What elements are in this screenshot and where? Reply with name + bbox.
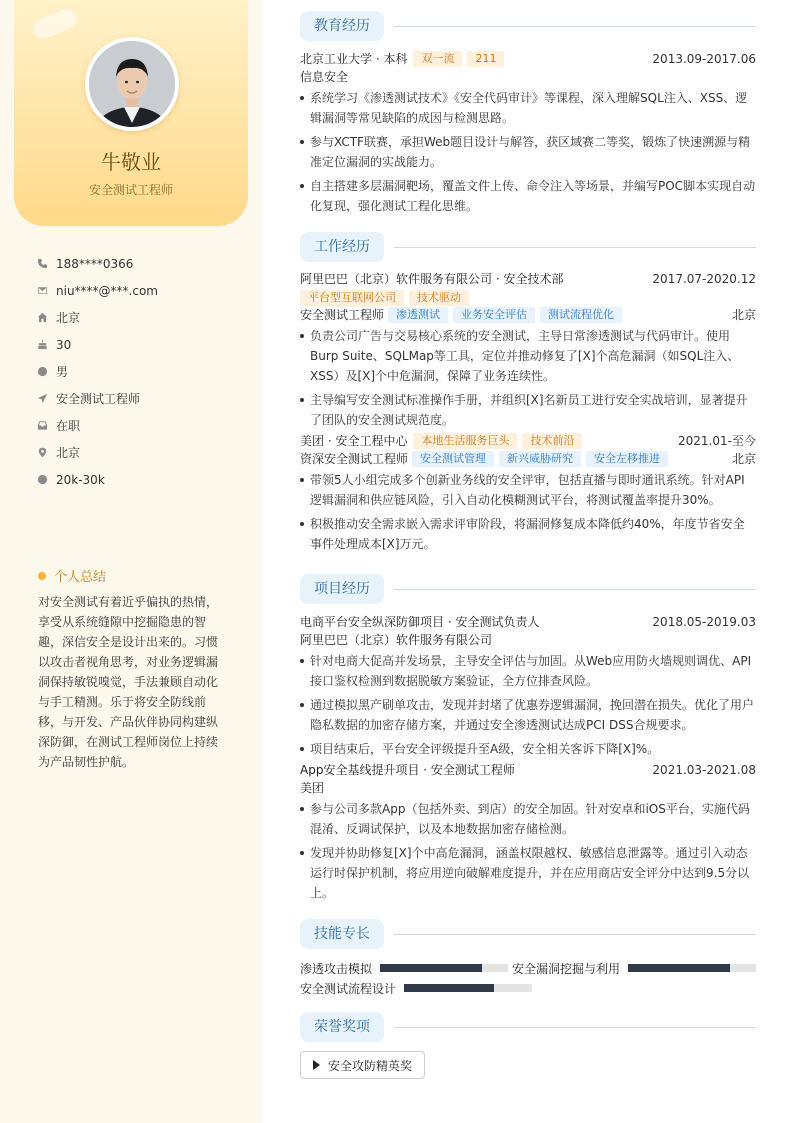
cake-icon xyxy=(36,339,48,351)
role-tag: 安全测试管理 xyxy=(412,451,494,467)
skill-bar xyxy=(380,964,508,972)
job-bullets xyxy=(300,470,756,554)
awards-title: 荣誉奖项 xyxy=(300,1012,384,1042)
person-title: 安全测试工程师 xyxy=(88,183,173,197)
skill-name: 安全漏洞挖掘与利用 xyxy=(512,961,621,976)
inbox-icon xyxy=(36,420,48,432)
job-company: 阿里巴巴（北京）软件服务有限公司 · 安全技术部 xyxy=(300,272,564,286)
role-tag: 渗透测试 xyxy=(388,307,448,323)
projects-heading xyxy=(300,574,756,604)
section-divider xyxy=(394,934,756,935)
list-item: 针对电商大促高并发场景，主导安全评估与加固。从Web应用防火墙规则调优、API接口鉴权检测到数据脱敏方案验证，全方位排查风险。 xyxy=(300,651,756,691)
list-item: 主导编写安全测试标准操作手册，并组织[X]名新员工进行安全实战培训，显著提升了团队的安全测试规范度。 xyxy=(300,390,756,430)
education-heading xyxy=(300,11,756,41)
skill-bar-fill xyxy=(628,964,730,972)
info-gender-text: 男 xyxy=(56,365,69,379)
info-gender xyxy=(36,358,158,385)
skill-bar-fill xyxy=(404,984,494,992)
info-job-text: 安全测试工程师 xyxy=(56,392,141,406)
list-item: 负责公司广告与交易核心系统的安全测试，主导日常渗透测试与代码审计。使用Burp Suite、SQLMap等工具，定位并推动修复了[X]个高危漏洞（如SQL注入、XSS）及[X]个中危漏洞，保障了业务连续性。 xyxy=(300,326,756,386)
info-email xyxy=(36,277,158,304)
education-title: 教育经历 xyxy=(300,11,384,41)
education-row xyxy=(300,50,756,68)
person-name: 牛敬业 xyxy=(101,150,161,174)
list-item: 参与XCTF联赛，承担Web题目设计与解答，获区域赛二等奖，锻炼了快速溯源与精准定位漏洞的实战能力。 xyxy=(300,132,756,172)
list-item: 自主搭建多层漏洞靶场，覆盖文件上传、命令注入等场景，并编写POC脚本实现自动化复现，强化测试工程化思维。 xyxy=(300,176,756,216)
awards-heading xyxy=(300,1012,756,1042)
skill-item xyxy=(300,978,756,998)
work-section xyxy=(300,232,756,558)
awards-section xyxy=(300,1012,756,1079)
project-bullets xyxy=(300,651,756,759)
job-bullets xyxy=(300,326,756,430)
company-tag: 技术驱动 xyxy=(409,290,469,306)
send-icon xyxy=(36,393,48,405)
work-title: 工作经历 xyxy=(300,232,384,262)
location-icon xyxy=(36,447,48,459)
phone-icon xyxy=(36,258,48,270)
decorative-pill xyxy=(30,6,80,42)
role-tag: 新兴威胁研究 xyxy=(499,451,581,467)
job-role: 资深安全测试工程师 xyxy=(300,452,409,466)
job-entry xyxy=(300,270,756,430)
job-date: 2017.07-2020.12 xyxy=(652,272,756,286)
job-company: 美团 · 安全工程中心 xyxy=(300,434,408,448)
skills-title: 技能专长 xyxy=(300,919,384,949)
sidebar xyxy=(0,0,262,1123)
project-entry xyxy=(300,761,756,903)
skills-heading xyxy=(300,919,756,949)
role-tag: 测试流程优化 xyxy=(540,307,622,323)
project-date: 2021.03-2021.08 xyxy=(652,763,756,777)
info-home-text: 北京 xyxy=(56,311,81,325)
section-divider xyxy=(394,1027,756,1028)
project-date: 2018.05-2019.03 xyxy=(652,615,756,629)
home-icon xyxy=(36,312,48,324)
list-item: 积极推动安全需求嵌入需求评审阶段，将漏洞修复成本降低约40%，年度节省安全事件处理成本[X]万元。 xyxy=(300,514,756,554)
info-status-text: 在职 xyxy=(56,419,81,433)
project-org: 美团 xyxy=(300,781,325,795)
section-divider xyxy=(394,247,756,248)
skill-item xyxy=(512,958,756,978)
avatar-photo xyxy=(89,41,175,127)
job-entry xyxy=(300,432,756,554)
skill-item xyxy=(300,958,508,978)
skill-name: 渗透攻击模拟 xyxy=(300,961,373,976)
award-toggle-button[interactable] xyxy=(300,1051,425,1079)
project-name: 电商平台安全纵深防御项目 · 安全测试负责人 xyxy=(300,615,540,629)
info-age-text: 30 xyxy=(56,337,72,352)
project-org: 阿里巴巴（北京）软件服务有限公司 xyxy=(300,633,493,647)
project-name: App安全基线提升项目 · 安全测试工程师 xyxy=(300,763,515,777)
project-bullets xyxy=(300,799,756,903)
summary-dot xyxy=(38,572,46,580)
info-phone xyxy=(36,250,158,277)
school-tag: 双一流 xyxy=(413,51,462,67)
avatar-ring xyxy=(85,37,179,131)
avatar xyxy=(89,41,175,127)
work-heading xyxy=(300,232,756,262)
summary-heading xyxy=(38,566,106,585)
school-name: 北京工业大学 · 本科 xyxy=(300,52,408,66)
info-phone-text: 188****0366 xyxy=(56,256,134,271)
list-item: 通过模拟黑产刷单攻击，发现并封堵了优惠券逻辑漏洞，挽回潜在损失。优化了用户隐私数据的加密存储方案，并通过安全渗透测试达成PCI DSS合规要求。 xyxy=(300,695,756,735)
list-item: 系统学习《渗透测试技术》《安全代码审计》等课程，深入理解SQL注入、XSS、逻辑漏洞等常见缺陷的成因与检测思路。 xyxy=(300,88,756,128)
company-tag: 技术前沿 xyxy=(522,433,582,449)
project-entry xyxy=(300,613,756,759)
company-tag: 平台型互联网公司 xyxy=(300,290,404,306)
job-role: 安全测试工程师 xyxy=(300,308,385,322)
gender-icon xyxy=(36,366,48,378)
list-item: 项目结束后，平台安全评级提升至A级，安全相关客诉下降[X]%。 xyxy=(300,739,756,759)
info-salary-text: 20k-30k xyxy=(56,472,105,487)
list-item: 带领5人小组完成多个创新业务线的安全评审，包括直播与即时通讯系统。针对API逻辑漏洞和供应链风险，引入自动化模糊测试平台，将测试覆盖率提升30%。 xyxy=(300,470,756,510)
education-date: 2013.09-2017.06 xyxy=(652,52,756,66)
summary-title: 个人总结 xyxy=(54,570,107,585)
section-divider xyxy=(394,589,756,590)
projects-title: 项目经历 xyxy=(300,574,384,604)
education-bullets xyxy=(300,88,756,216)
profile-card xyxy=(14,0,248,226)
info-location xyxy=(36,439,158,466)
list-item: 发现并协助修复[X]个中高危漏洞，涵盖权限越权、敏感信息泄露等。通过引入动态运行时保护机制，将应用逆向破解难度提升，并在应用商店安全评分中达到9.5分以上。 xyxy=(300,843,756,903)
job-city: 北京 xyxy=(731,308,756,322)
section-divider xyxy=(394,26,756,27)
mail-icon xyxy=(36,285,48,297)
skill-bar xyxy=(404,984,532,992)
info-age xyxy=(36,331,158,358)
skill-name: 安全测试流程设计 xyxy=(300,981,397,996)
skills-section xyxy=(300,919,756,998)
company-tag: 本地生活服务巨头 xyxy=(413,433,517,449)
info-job xyxy=(36,385,158,412)
school-tag: 211 xyxy=(467,51,504,67)
skill-bar xyxy=(628,964,756,972)
role-tag: 业务安全评估 xyxy=(453,307,535,323)
play-triangle-icon xyxy=(313,1060,320,1070)
list-item: 参与公司多款App（包括外卖、到店）的安全加固。针对安卓和iOS平台，实施代码混淆、反调试保护，以及本地数据加密存储检测。 xyxy=(300,799,756,839)
info-status xyxy=(36,412,158,439)
salary-icon xyxy=(36,474,48,486)
info-salary xyxy=(36,466,158,493)
projects-section xyxy=(300,574,756,907)
contact-info-list xyxy=(36,250,158,493)
info-email-text: niu****@***.com xyxy=(56,283,158,298)
summary-text: 对安全测试有着近乎偏执的热情，享受从系统缝隙中挖掘隐患的智趣，深信安全是设计出来的。习惯以攻击者视角思考，对业务逻辑漏洞保持敏锐嗅觉，手法兼顾自动化与手工精测。乐于将安全防线前移，与开发、产品伙伴协同构建纵深防御，在测试工程师岗位上持续为产品韧性护航。 xyxy=(38,595,219,769)
education-section xyxy=(300,11,756,220)
skill-bar-fill xyxy=(380,964,482,972)
job-city: 北京 xyxy=(731,452,756,466)
info-home xyxy=(36,304,158,331)
job-date: 2021.01-至今 xyxy=(678,434,756,448)
award-label: 安全攻防精英奖 xyxy=(328,1058,413,1073)
info-location-text: 北京 xyxy=(56,446,81,460)
role-tag: 安全左移推进 xyxy=(586,451,668,467)
education-major: 信息安全 xyxy=(300,70,349,84)
